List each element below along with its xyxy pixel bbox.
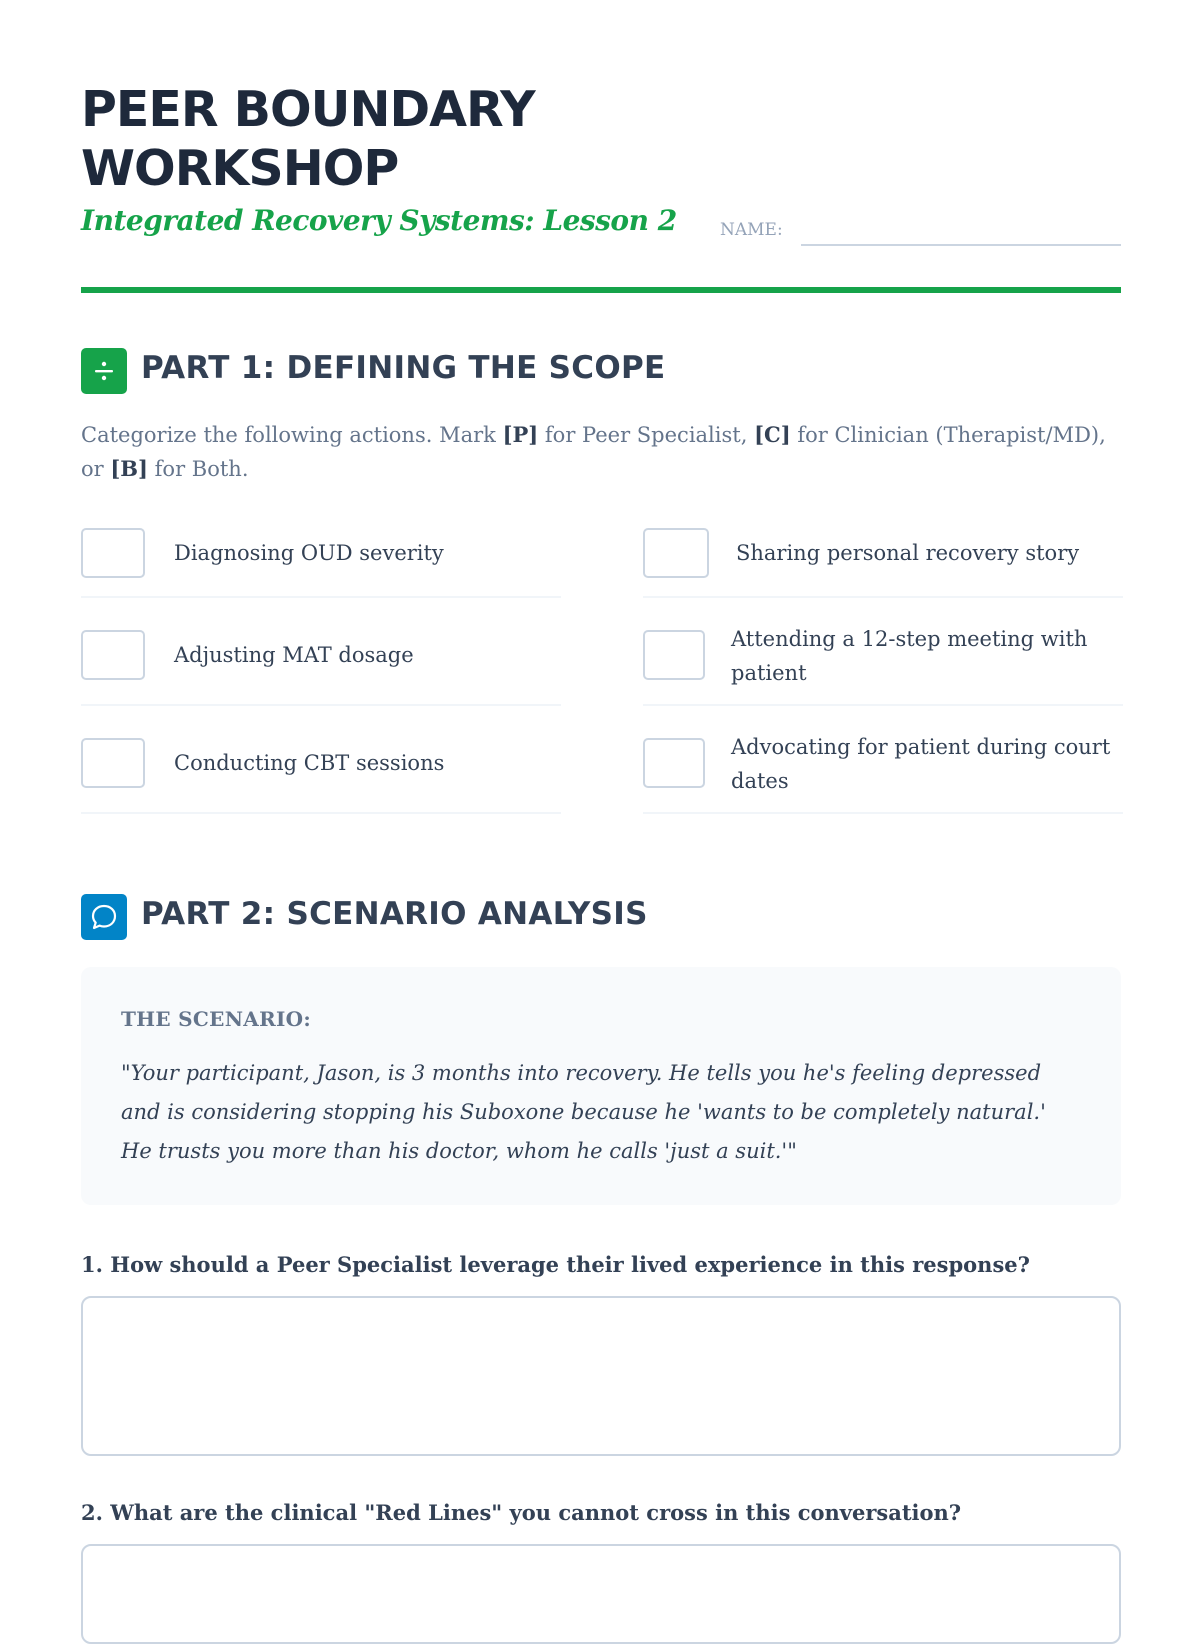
part1-title: PART 1: DEFINING THE SCOPE	[141, 350, 666, 386]
list-item	[81, 528, 561, 598]
answer-box[interactable]	[81, 738, 145, 788]
item-label: Attending a 12-step meeting with patient	[731, 627, 1088, 685]
answer-box[interactable]	[643, 738, 705, 788]
question-1: 1. How should a Peer Specialist leverage their lived experience in this response?	[81, 1252, 1030, 1277]
chat-bubble-icon	[81, 894, 127, 940]
scenario-heading: THE SCENARIO:	[121, 1007, 312, 1031]
scenario-text: "Your participant, Jason, is 3 months into recovery. He tells you he's feeling depressed and is considering stopping his Suboxone because he 'wants to be completely natural.' He trusts you more than his doctor, whom he calls 'just a suit.'"	[121, 1061, 1046, 1163]
question-2: 2. What are the clinical "Red Lines" you cannot cross in this conversation?	[81, 1500, 962, 1525]
answer-box[interactable]	[643, 528, 709, 578]
item-label: Advocating for patient during court dates	[731, 735, 1111, 793]
lesson-subtitle: Integrated Recovery Systems: Lesson 2	[81, 204, 677, 237]
header-divider	[81, 287, 1121, 293]
name-input-line[interactable]	[801, 244, 1121, 246]
scenario-box	[81, 967, 1121, 1205]
list-item	[643, 627, 1123, 706]
page-title: PEER BOUNDARY WORKSHOP	[81, 81, 535, 197]
list-item	[643, 528, 1123, 598]
part2-title: PART 2: SCENARIO ANALYSIS	[141, 896, 648, 932]
item-label: Adjusting MAT dosage	[174, 643, 414, 667]
item-label: Conducting CBT sessions	[174, 751, 445, 775]
part1-instructions: Categorize the following actions. Mark [P] for Peer Specialist, [C] for Clinician (Therapist/MD), or [B] for Both.	[81, 422, 1106, 481]
divide-icon	[81, 348, 127, 394]
answer-box[interactable]	[643, 630, 705, 680]
list-item	[81, 738, 561, 814]
list-item	[81, 630, 561, 706]
answer-field-2[interactable]	[81, 1544, 1121, 1644]
item-label: Diagnosing OUD severity	[174, 541, 444, 565]
answer-field-1[interactable]	[81, 1296, 1121, 1456]
name-label: NAME:	[720, 220, 783, 240]
list-item	[643, 735, 1123, 814]
item-label: Sharing personal recovery story	[736, 541, 1080, 565]
answer-box[interactable]	[81, 630, 145, 680]
answer-box[interactable]	[81, 528, 145, 578]
